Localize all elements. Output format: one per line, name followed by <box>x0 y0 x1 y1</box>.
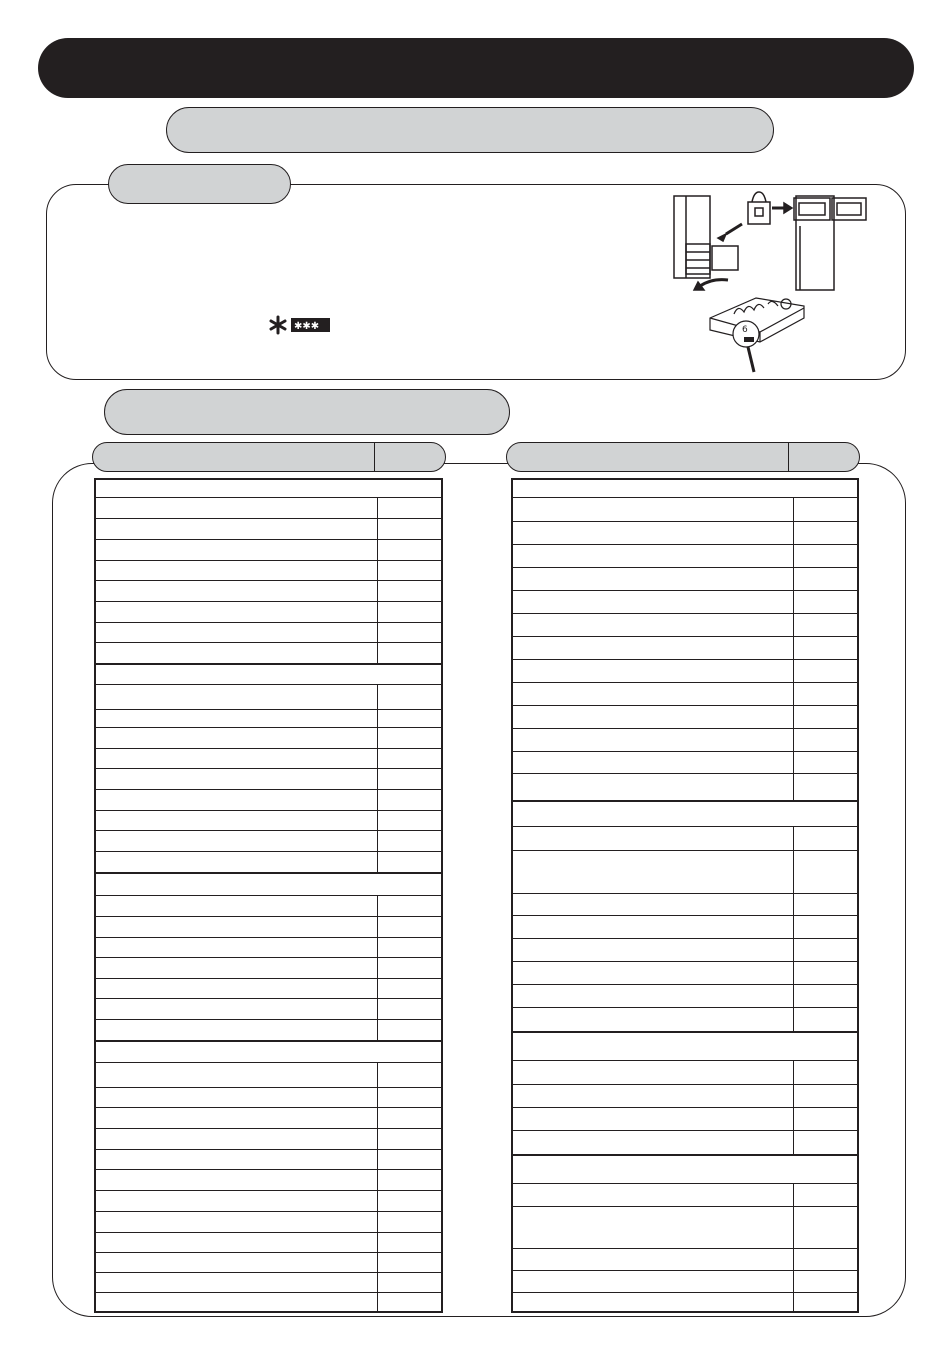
row-column-divider <box>377 1170 378 1190</box>
row-column-divider <box>377 498 378 518</box>
table-row <box>96 1019 441 1040</box>
row-column-divider <box>793 614 794 636</box>
row-column-divider <box>377 852 378 872</box>
row-column-divider <box>793 1108 794 1130</box>
table-row <box>513 938 857 961</box>
row-column-divider <box>793 498 794 521</box>
svg-text:✱✱✱: ✱✱✱ <box>294 321 320 332</box>
table-row <box>96 1087 441 1107</box>
row-column-divider <box>793 706 794 728</box>
table-row <box>513 773 857 800</box>
table-row <box>96 895 441 916</box>
right-column-header <box>506 442 860 472</box>
row-column-divider <box>377 1191 378 1211</box>
row-column-divider <box>377 1273 378 1292</box>
row-column-divider <box>793 637 794 659</box>
row-column-divider <box>377 938 378 957</box>
table-row <box>513 751 857 773</box>
table-row <box>96 642 441 663</box>
table-row <box>96 998 441 1019</box>
row-column-divider <box>793 1061 794 1084</box>
row-column-divider <box>377 540 378 560</box>
table-row <box>96 1272 441 1292</box>
table-row <box>96 768 441 789</box>
row-column-divider <box>377 999 378 1019</box>
row-column-divider <box>793 985 794 1007</box>
table-row <box>96 1062 441 1087</box>
table-row <box>513 1031 857 1060</box>
table-row <box>513 567 857 590</box>
row-column-divider <box>377 1293 378 1313</box>
svg-text:6: 6 <box>742 325 748 335</box>
table-row <box>513 915 857 938</box>
row-column-divider <box>793 1008 794 1031</box>
row-column-divider <box>377 1108 378 1128</box>
row-column-divider <box>377 561 378 580</box>
info-panel-tab <box>108 164 291 204</box>
row-column-divider <box>377 710 378 727</box>
row-column-divider <box>377 1253 378 1272</box>
fridge-freezer-illustration <box>668 186 872 292</box>
row-column-divider <box>377 685 378 709</box>
table-row <box>96 810 441 830</box>
table-row <box>513 682 857 705</box>
table-row <box>96 1040 441 1062</box>
row-column-divider <box>377 581 378 601</box>
table-row <box>96 539 441 560</box>
table-row <box>96 916 441 937</box>
row-column-divider <box>377 1150 378 1169</box>
table-row <box>513 1107 857 1130</box>
row-column-divider <box>377 1020 378 1040</box>
table-row <box>96 830 441 851</box>
row-column-divider <box>793 591 794 613</box>
table-row <box>96 622 441 642</box>
row-column-divider <box>377 917 378 937</box>
table-row <box>513 544 857 567</box>
table-row <box>96 684 441 709</box>
table-row <box>96 1107 441 1128</box>
table-row <box>96 497 441 518</box>
row-column-divider <box>377 769 378 789</box>
table-row <box>96 518 441 539</box>
table-row <box>513 497 857 521</box>
row-column-divider <box>793 827 794 850</box>
table-row <box>96 560 441 580</box>
freezer-star-rating-icon <box>268 314 332 336</box>
row-column-divider <box>377 519 378 539</box>
row-column-divider <box>793 1271 794 1292</box>
table-row <box>96 978 441 998</box>
table-row <box>96 663 441 684</box>
table-row <box>513 728 857 751</box>
row-column-divider <box>377 602 378 622</box>
table-row <box>513 961 857 984</box>
table-row <box>96 851 441 872</box>
table-row <box>513 1183 857 1206</box>
row-column-divider <box>377 896 378 916</box>
row-column-divider <box>793 851 794 893</box>
row-column-divider <box>793 962 794 984</box>
table-row <box>513 893 857 915</box>
table-row <box>513 850 857 893</box>
row-column-divider <box>793 1131 794 1154</box>
section-header-pill <box>166 107 774 153</box>
table-row <box>96 748 441 768</box>
table-row <box>96 872 441 895</box>
table-row <box>513 800 857 826</box>
row-column-divider <box>377 979 378 998</box>
table-row <box>513 1154 857 1183</box>
table-row <box>513 1292 857 1313</box>
title-bar <box>38 38 914 98</box>
table-section-header-pill <box>104 389 510 435</box>
table-row <box>96 1252 441 1272</box>
table-row <box>96 937 441 957</box>
row-column-divider <box>793 1085 794 1107</box>
row-column-divider <box>377 1129 378 1149</box>
row-column-divider <box>793 894 794 915</box>
table-row <box>513 1206 857 1248</box>
row-column-divider <box>793 1184 794 1206</box>
table-row <box>96 789 441 810</box>
table-row <box>513 1007 857 1031</box>
table-row <box>96 1128 441 1149</box>
row-column-divider <box>793 1293 794 1313</box>
table-row <box>513 1060 857 1084</box>
row-column-divider <box>377 958 378 978</box>
table-row <box>513 826 857 850</box>
row-column-divider <box>793 939 794 961</box>
table-row <box>96 1149 441 1169</box>
table-row <box>96 1232 441 1252</box>
table-row <box>96 601 441 622</box>
row-column-divider <box>377 831 378 851</box>
right-storage-table <box>511 478 859 1313</box>
row-column-divider <box>377 728 378 748</box>
row-column-divider <box>793 1249 794 1270</box>
table-row <box>513 613 857 636</box>
table-row <box>513 636 857 659</box>
table-row <box>513 659 857 682</box>
row-column-divider <box>793 729 794 751</box>
row-column-divider <box>377 1212 378 1232</box>
table-row <box>96 580 441 601</box>
frozen-food-box-6-months-illustration <box>704 288 812 376</box>
row-column-divider <box>377 749 378 768</box>
row-column-divider <box>793 683 794 705</box>
table-row <box>513 1084 857 1107</box>
row-column-divider <box>377 1063 378 1087</box>
left-storage-table <box>94 478 443 1313</box>
row-column-divider <box>793 752 794 773</box>
row-column-divider <box>377 811 378 830</box>
row-column-divider <box>793 774 794 800</box>
row-column-divider <box>793 545 794 567</box>
table-row <box>513 1270 857 1292</box>
table-row <box>513 590 857 613</box>
row-column-divider <box>377 1233 378 1252</box>
table-row <box>96 1169 441 1190</box>
row-column-divider <box>377 790 378 810</box>
row-column-divider <box>793 568 794 590</box>
table-row <box>96 957 441 978</box>
table-row <box>96 1292 441 1313</box>
table-row <box>96 1211 441 1232</box>
table-row <box>96 709 441 727</box>
row-column-divider <box>793 916 794 938</box>
left-column-header <box>92 442 446 472</box>
table-row <box>513 1248 857 1270</box>
table-row <box>513 984 857 1007</box>
table-row <box>513 1130 857 1154</box>
table-row <box>96 1190 441 1211</box>
table-row <box>513 705 857 728</box>
row-column-divider <box>377 643 378 663</box>
row-column-divider <box>377 1088 378 1107</box>
table-row <box>513 521 857 544</box>
row-column-divider <box>793 660 794 682</box>
row-column-divider <box>793 1207 794 1248</box>
table-row <box>96 727 441 748</box>
row-column-divider <box>793 522 794 544</box>
row-column-divider <box>377 623 378 642</box>
